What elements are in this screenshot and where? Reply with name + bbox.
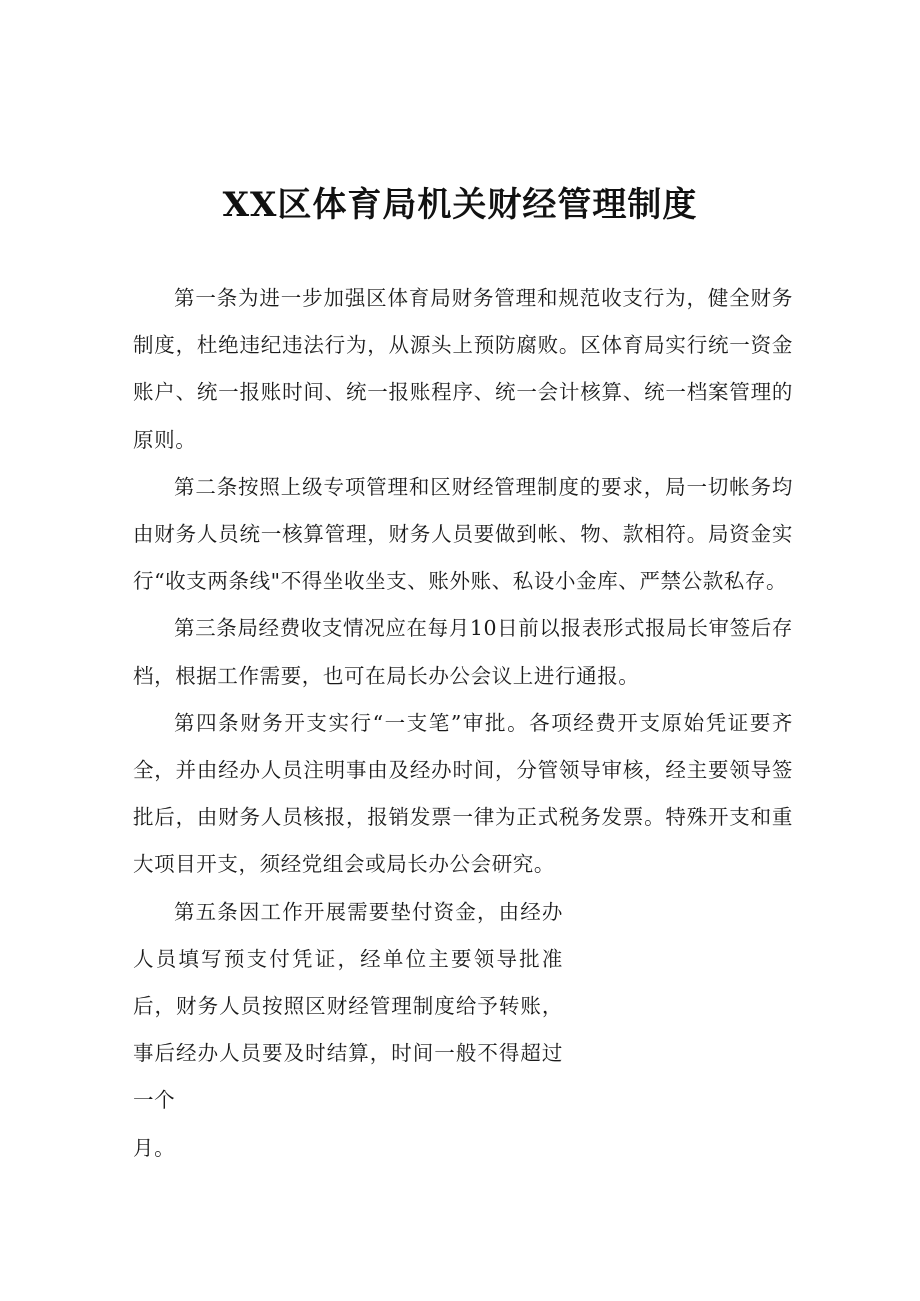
article-4-paragraph: 第四条财务开支实行“一支笔”审批。各项经费开支原始凭证要齐全，并由经办人员注明事由及经办时间，分管领导审核，经主要领导签批后，由财务人员核报，报销发票一律为正式税务发票。特殊开支和重大项目开支，须经党组会或局长办公会研究。: [133, 710, 793, 877]
article-1-paragraph: 第一条为进一步加强区体育局财务管理和规范收支行为，健全财务制度，杜绝违纪违法行为，从源头上预防腐败。区体育局实行统一资金账户、统一报账时间、统一报账程序、统一会计核算、统一档案管理的原则。: [133, 286, 793, 452]
document-body: [133, 275, 793, 1172]
article-5-trailing-line: 月。: [133, 1135, 176, 1160]
document-title: XX区体育局机关财经管理制度: [222, 185, 698, 225]
article-5-paragraph: 第五条因工作开展需要垫付资金，由经办人员填写预支付凭证，经单位主要领导批准后，财务人员按照区财经管理制度给予转账，事后经办人员要及时结算，时间一般不得超过一个: [133, 899, 563, 1113]
article-3-paragraph: 第三条局经费收支情况应在每月10日前以报表形式报局长审签后存档，根据工作需要，也可在局长办公会议上进行通报。: [133, 616, 793, 688]
article-2-paragraph: 第二条按照上级专项管理和区财经管理制度的要求，局一切帐务均由财务人员统一核算管理，财务人员要做到帐、物、款相符。局资金实行“收支两条线"不得坐收坐支、账外账、私设小金库、严禁公款私存。: [133, 474, 793, 594]
